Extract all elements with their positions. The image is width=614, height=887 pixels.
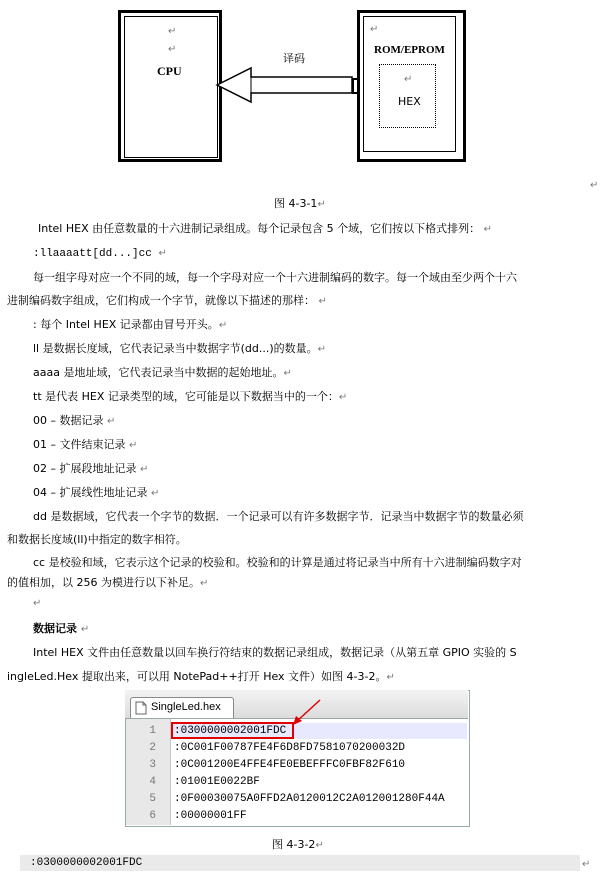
record-type-02: 02 – 扩展段地址记录 ↵ bbox=[33, 462, 149, 475]
cpu-label: CPU bbox=[157, 64, 182, 78]
highlight-red-box bbox=[171, 722, 294, 739]
line-number: 3 bbox=[149, 759, 156, 771]
translate-label: 译码 bbox=[283, 52, 305, 65]
paragraph-mark-icon: ↵ bbox=[168, 44, 177, 55]
paragraph-mark-icon: ↵ bbox=[370, 24, 379, 35]
record-type-01: 01 – 文件结束记录 ↵ bbox=[33, 438, 138, 451]
code-line[interactable]: :0C001200E4FFE4FE0EBEFFFC0FBF82F610 bbox=[174, 759, 406, 771]
cpu-inner-box bbox=[124, 16, 218, 158]
paragraph-mark-icon: ↵ bbox=[590, 180, 599, 191]
data-record-paragraph: ingleLed.Hex 提取出来，可以用 NotePad++打开 Hex 文件）如图 4-3-2。↵ bbox=[7, 670, 395, 683]
field-cc-line: cc 是校验和域，它表示这个记录的校验和。校验和的计算是通过将记录当中所有十六进制编码数字对 bbox=[33, 556, 522, 569]
line-number: 5 bbox=[149, 793, 156, 805]
line-number: 2 bbox=[149, 742, 156, 754]
bottom-record-line: :0300000002001FDC bbox=[30, 857, 143, 869]
field-colon-line: : 每个 Intel HEX 记录都由冒号开头。↵ bbox=[33, 318, 228, 331]
field-dd-line: 和数据长度域(ll)中指定的数字相符。 bbox=[7, 533, 187, 546]
line-number: 6 bbox=[149, 810, 156, 822]
field-tt-line: tt 是代表 HEX 记录类型的域，它可能是以下数据当中的一个：↵ bbox=[33, 390, 348, 403]
code-line[interactable]: :0C001F00787FE4F6D8FD7581070200032D bbox=[174, 742, 406, 754]
hex-label: HEX bbox=[398, 95, 421, 108]
rom-label: ROM/EPROM bbox=[374, 44, 445, 56]
code-line[interactable]: :0300000002001FDC bbox=[174, 725, 287, 737]
tab-label: SingleLed.hex bbox=[151, 701, 221, 713]
record-type-00: 00 – 数据记录 ↵ bbox=[33, 414, 116, 427]
field-ll-line: ll 是数据长度域，它代表记录当中数据字节(dd...)的数量。↵ bbox=[33, 342, 327, 355]
section-title: 数据记录 ↵ bbox=[33, 622, 90, 635]
format-line: :llaaaatt[dd...]cc ↵ bbox=[33, 248, 167, 260]
paragraph-mark-icon: ↵ bbox=[404, 74, 413, 85]
paragraph-mark-icon: ↵ bbox=[582, 859, 591, 870]
red-arrow-icon bbox=[290, 698, 324, 728]
code-line[interactable]: :01001E0022BF bbox=[174, 776, 260, 788]
code-line[interactable]: :0F00030075A0FFD2A0120012C2A012001280F44A bbox=[174, 793, 445, 805]
data-record-paragraph: Intel HEX 文件由任意数量以回车换行符结束的数据记录组成，数据记录（从第五章 GPIO 实验的 S bbox=[33, 646, 517, 659]
field-cc-line: 的值相加，以 256 为模进行以下补足。↵ bbox=[7, 576, 209, 589]
paragraph-mark-icon: ↵ bbox=[168, 26, 177, 37]
record-type-04: 04 – 扩展线性地址记录 ↵ bbox=[33, 486, 160, 499]
paragraph-mark-icon: ↵ bbox=[33, 598, 42, 609]
field-dd-line: dd 是数据域，它代表一个字节的数据．一个记录可以有许多数据字节．记录当中数据字节的数量必须 bbox=[33, 510, 524, 523]
cpu-rom-diagram bbox=[0, 0, 614, 190]
paragraph-line: 进制编码数字组成，它们构成一个字节，就像以下描述的那样： ↵ bbox=[7, 294, 327, 307]
paragraph-line: 每一组字母对应一个不同的域，每一个字母对应一个十六进制编码的数字。每一个域由至少两个十六 bbox=[33, 271, 517, 284]
field-aaaa-line: aaaa 是地址域，它代表记录当中数据的起始地址。↵ bbox=[33, 366, 292, 379]
intro-paragraph: Intel HEX 由任意数量的十六进制记录组成。每个记录包含 5 个域，它们按以下格式排列： ↵ bbox=[38, 222, 492, 235]
code-line[interactable]: :00000001FF bbox=[174, 810, 247, 822]
line-number: 1 bbox=[149, 725, 156, 737]
left-arrow-icon bbox=[214, 66, 360, 106]
figure-caption-2: 图 4-3-2↵ bbox=[272, 838, 324, 851]
tab-singleled-hex[interactable] bbox=[130, 697, 234, 718]
line-number: 4 bbox=[149, 776, 156, 788]
figure-caption-1: 图 4-3-1↵ bbox=[274, 197, 326, 210]
file-icon bbox=[135, 701, 147, 715]
